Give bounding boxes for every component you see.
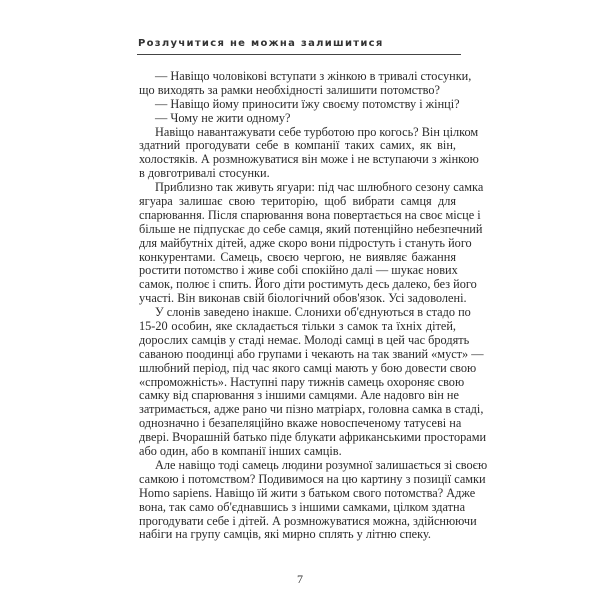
- text-line: більше не підпускає до себе самця, який потенційно небезпечний: [139, 221, 483, 236]
- text-line: — Навіщо йому приносити їжу своєму потомству і жінці?: [155, 96, 460, 111]
- paragraph: [139, 124, 479, 182]
- text-line: однозначно і безапеляційно вкаже новоспеченому татусеві на: [139, 416, 462, 431]
- text-line: спарювання. Після спарювання вона повертається на своє місце і: [139, 207, 481, 222]
- header-divider: [137, 54, 461, 55]
- text-line: Приблизно так живуть ягуари: під час шлюбного сезону самка: [155, 180, 484, 195]
- text-line: самок, полює і спить. Його діти ростимуть десь далеко, без його: [139, 277, 477, 292]
- text-line: для майбутніх дітей, адже скоро вони підростуть і стануть його: [139, 235, 472, 250]
- paragraph: [139, 180, 484, 306]
- text-line: або один, або в компанії інших самців.: [139, 444, 342, 459]
- page-body: [139, 69, 488, 542]
- text-line: двері. Вчорашній батько піде блукати африканськими просторами: [139, 430, 487, 445]
- page-number: 7: [297, 572, 303, 586]
- text-line: здатний прогодувати себе в компанії таких самих, як він,: [139, 138, 456, 153]
- text-line: «спроможність». Наступні пару тижнів самець охороняє свою: [139, 374, 465, 389]
- text-line: 15-20 особин, яке складається тільки з самок та їхніх дітей,: [139, 319, 456, 334]
- text-line: участі. Він виконав свій біологічний обов'язок. Усі задоволені.: [139, 291, 467, 306]
- text-line: Навіщо навантажувати себе турботою про когось? Він цілком: [155, 124, 479, 139]
- text-line: — Чому не жити одному?: [155, 110, 291, 125]
- text-line: прогодувати себе і дітей. А розмножуватися можна, здійснюючи: [139, 513, 477, 528]
- paragraph: [139, 69, 472, 98]
- text-line: саваною поодинці або групами і чекають на так званий «муст» —: [139, 346, 484, 361]
- text-line: Але навіщо тоді самець людини розумної залишається зі своєю: [155, 457, 488, 472]
- text-line: затримається, адже рано чи пізно матріарх, головна самка в стаді,: [139, 402, 484, 417]
- text-line: набіги на групу самців, які мирно сплять у літню спеку.: [139, 527, 431, 542]
- text-line: самку від спарювання з іншими самцями. Але надовго він не: [139, 388, 459, 403]
- text-line: — Навіщо чоловікові вступати з жінкою в тривалі стосунки,: [155, 69, 472, 83]
- running-header: Розлучитися не можна залишитися: [138, 38, 384, 49]
- text-line: шлюбний період, під час якого самці мають у бою довести свою: [139, 360, 477, 375]
- text-line: Homo sapiens. Навіщо їй жити з батьком свого потомства? Адже: [139, 485, 476, 500]
- text-line: в довготривалі стосунки.: [139, 166, 270, 181]
- text-line: вона, так само об'єднавшись з іншими самками, цілком здатна: [139, 499, 466, 514]
- text-line: конкурентами. Самець, своєю чергою, не виявляє бажання: [139, 249, 456, 264]
- text-line: У слонів заведено інакше. Слонихи об'єднуються в стадо по: [155, 305, 471, 320]
- text-line: дорослих самців у стаді немає. Молоді самці в цей час бродять: [139, 332, 470, 347]
- paragraph: [139, 112, 456, 126]
- paragraph: [139, 457, 488, 542]
- text-line: холостяків. А розмножуватися він може і не вступаючи з жінкою: [139, 152, 479, 167]
- paragraph: [139, 96, 460, 112]
- text-line: ростити потомство і живе собі спокійно далі — шукає нових: [139, 263, 458, 278]
- text-line: самкою і потомством? Подивимося на цю картину з позиції самки: [139, 471, 486, 486]
- text-line: що виходять за рамки необхідності залишити потомство?: [139, 82, 440, 97]
- text-line: ягуара залишає свою територію, щоб вибрати самця для: [139, 194, 456, 209]
- paragraph: [139, 305, 487, 459]
